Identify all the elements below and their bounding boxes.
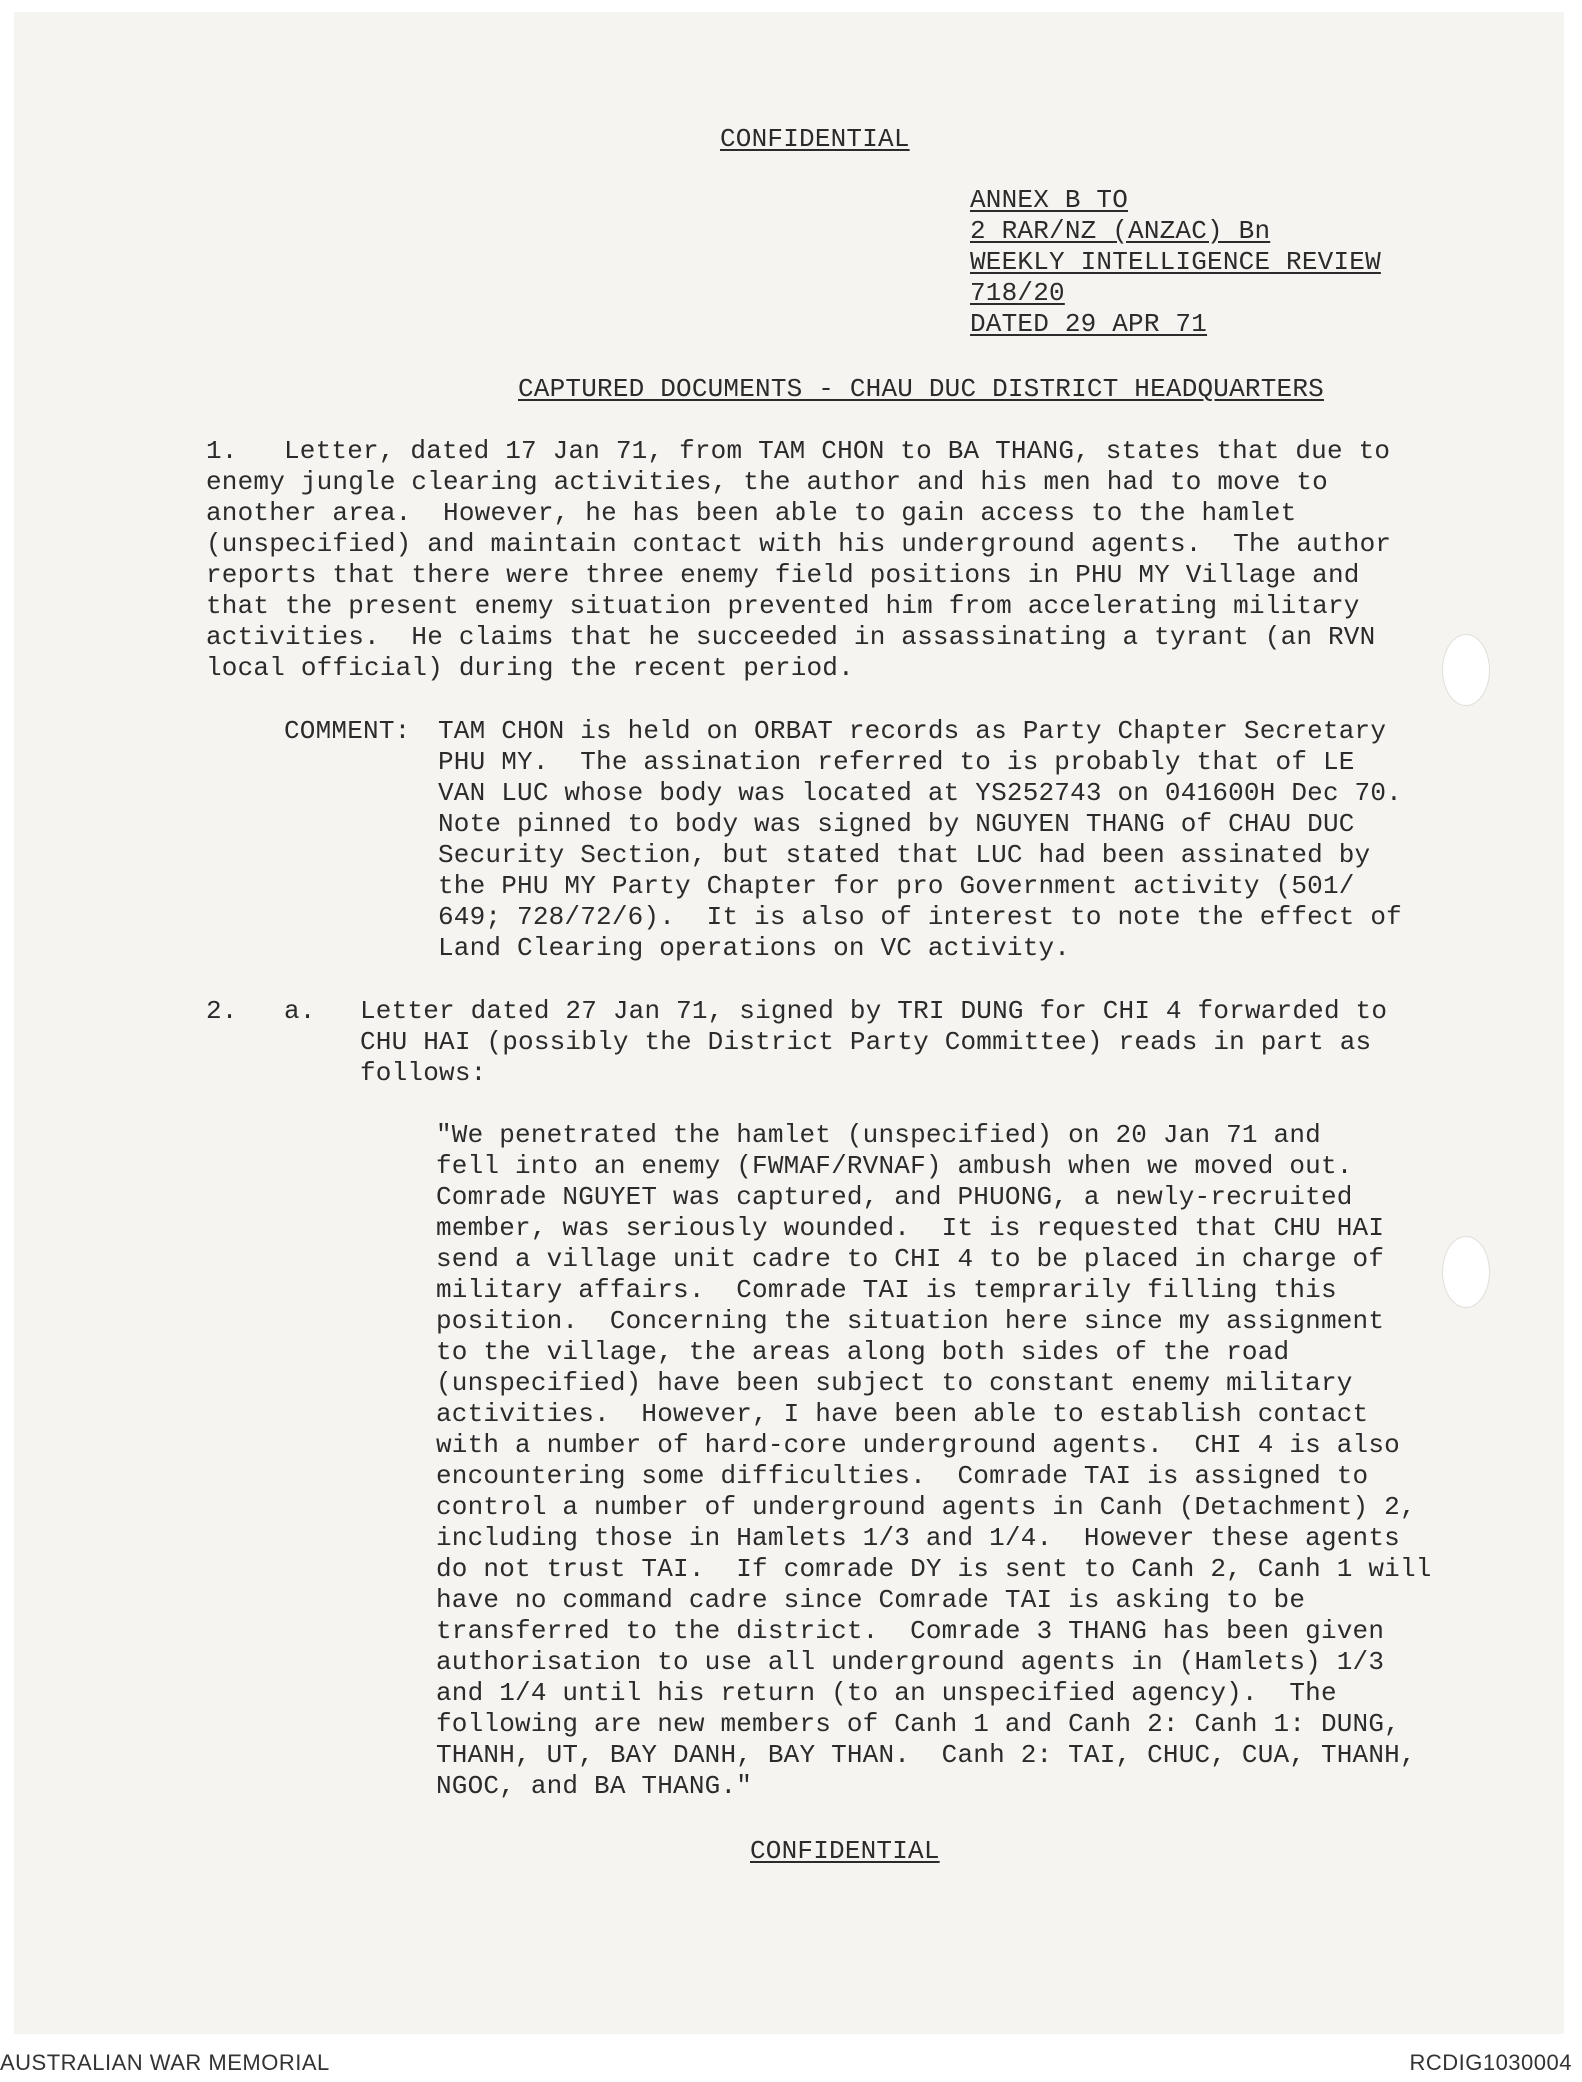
comment-line: VAN LUC whose body was located at YS252743 on 041600H Dec 70. <box>438 778 1402 808</box>
para1-line: reports that there were three enemy field positions in PHU MY Village and <box>206 560 1360 590</box>
annex-line: ANNEX B TO <box>970 185 1129 215</box>
archive-footer-left: AUSTRALIAN WAR MEMORIAL <box>0 2050 330 2075</box>
para1-line: that the present enemy situation prevented him from accelerating military <box>206 591 1360 621</box>
para1-line: another area. However, he has been able to gain access to the hamlet <box>206 498 1297 528</box>
quote-line: fell into an enemy (FWMAF/RVNAF) ambush when we moved out. <box>436 1151 1353 1181</box>
punch-hole-top <box>1442 634 1490 706</box>
annex-line: 718/20 <box>970 278 1065 308</box>
quote-line: position. Concerning the situation here since my assignment <box>436 1306 1385 1336</box>
quote-line: NGOC, and BA THANG." <box>436 1771 753 1801</box>
comment-line: 649; 728/72/6). It is also of interest to note the effect of <box>438 902 1402 932</box>
comment-line: the PHU MY Party Chapter for pro Government activity (501/ <box>438 871 1355 901</box>
quote-line: and 1/4 until his return (to an unspecified agency). The <box>436 1678 1337 1708</box>
annex-line: DATED 29 APR 71 <box>970 309 1208 339</box>
quote-line: authorisation to use all underground agents in (Hamlets) 1/3 <box>436 1647 1385 1677</box>
annex-line: WEEKLY INTELLIGENCE REVIEW <box>970 247 1381 277</box>
para1-line: enemy jungle clearing activities, the author and his men had to move to <box>206 467 1328 497</box>
para2-number: 2. <box>206 996 238 1026</box>
comment-line: Land Clearing operations on VC activity. <box>438 933 1071 963</box>
quote-line: encountering some difficulties. Comrade TAI is assigned to <box>436 1461 1369 1491</box>
comment-line: Note pinned to body was signed by NGUYEN THANG of CHAU DUC <box>438 809 1355 839</box>
comment-line: PHU MY. The assination referred to is probably that of LE <box>438 747 1355 777</box>
annex-line: 2 RAR/NZ (ANZAC) Bn <box>970 216 1271 246</box>
quote-line: THANH, UT, BAY DANH, BAY THAN. Canh 2: TAI, CHUC, CUA, THANH, <box>436 1740 1416 1770</box>
quote-line: following are new members of Canh 1 and Canh 2: Canh 1: DUNG, <box>436 1709 1400 1739</box>
quote-line: transferred to the district. Comrade 3 THANG has been given <box>436 1616 1385 1646</box>
classification-bottom: CONFIDENTIAL <box>750 1836 940 1866</box>
document-title: CAPTURED DOCUMENTS - CHAU DUC DISTRICT HEADQUARTERS <box>518 374 1324 404</box>
para2-sub: a. <box>284 996 316 1026</box>
archive-footer-right: RCDIG1030004 <box>1409 2050 1572 2075</box>
quote-line: Comrade NGUYET was captured, and PHUONG, a newly-recruited <box>436 1182 1353 1212</box>
comment-line: Security Section, but stated that LUC had been assinated by <box>438 840 1371 870</box>
quote-line: send a village unit cadre to CHI 4 to be placed in charge of <box>436 1244 1385 1274</box>
comment-line: TAM CHON is held on ORBAT records as Party Chapter Secretary <box>438 716 1387 746</box>
comment-label: COMMENT: <box>284 716 411 746</box>
quote-line: have no command cadre since Comrade TAI is asking to be <box>436 1585 1306 1615</box>
para2-line: CHU HAI (possibly the District Party Committee) reads in part as <box>360 1027 1372 1057</box>
quote-line: "We penetrated the hamlet (unspecified) on 20 Jan 71 and <box>436 1120 1321 1150</box>
quote-line: control a number of underground agents in Canh (Detachment) 2, <box>436 1492 1416 1522</box>
para1-line: Letter, dated 17 Jan 71, from TAM CHON to BA THANG, states that due to <box>284 436 1391 466</box>
para1-line: activities. He claims that he succeeded in assassinating a tyrant (an RVN <box>206 622 1376 652</box>
para2-line: follows: <box>360 1058 487 1088</box>
punch-hole-bottom <box>1442 1236 1490 1308</box>
quote-line: activities. However, I have been able to establish contact <box>436 1399 1369 1429</box>
quote-line: military affairs. Comrade TAI is temprarily filling this <box>436 1275 1337 1305</box>
classification-top: CONFIDENTIAL <box>720 124 910 154</box>
quote-line: (unspecified) have been subject to constant enemy military <box>436 1368 1353 1398</box>
para2-line: Letter dated 27 Jan 71, signed by TRI DUNG for CHI 4 forwarded to <box>360 996 1388 1026</box>
para1-number: 1. <box>206 436 238 466</box>
quote-line: to the village, the areas along both sides of the road <box>436 1337 1290 1367</box>
para1-line: (unspecified) and maintain contact with his underground agents. The author <box>206 529 1392 559</box>
quote-line: including those in Hamlets 1/3 and 1/4. However these agents <box>436 1523 1400 1553</box>
quote-line: do not trust TAI. If comrade DY is sent to Canh 2, Canh 1 will <box>436 1554 1432 1584</box>
quote-line: with a number of hard-core underground agents. CHI 4 is also <box>436 1430 1400 1460</box>
para1-line: local official) during the recent period. <box>206 653 854 683</box>
quote-line: member, was seriously wounded. It is requested that CHU HAI <box>436 1213 1385 1243</box>
